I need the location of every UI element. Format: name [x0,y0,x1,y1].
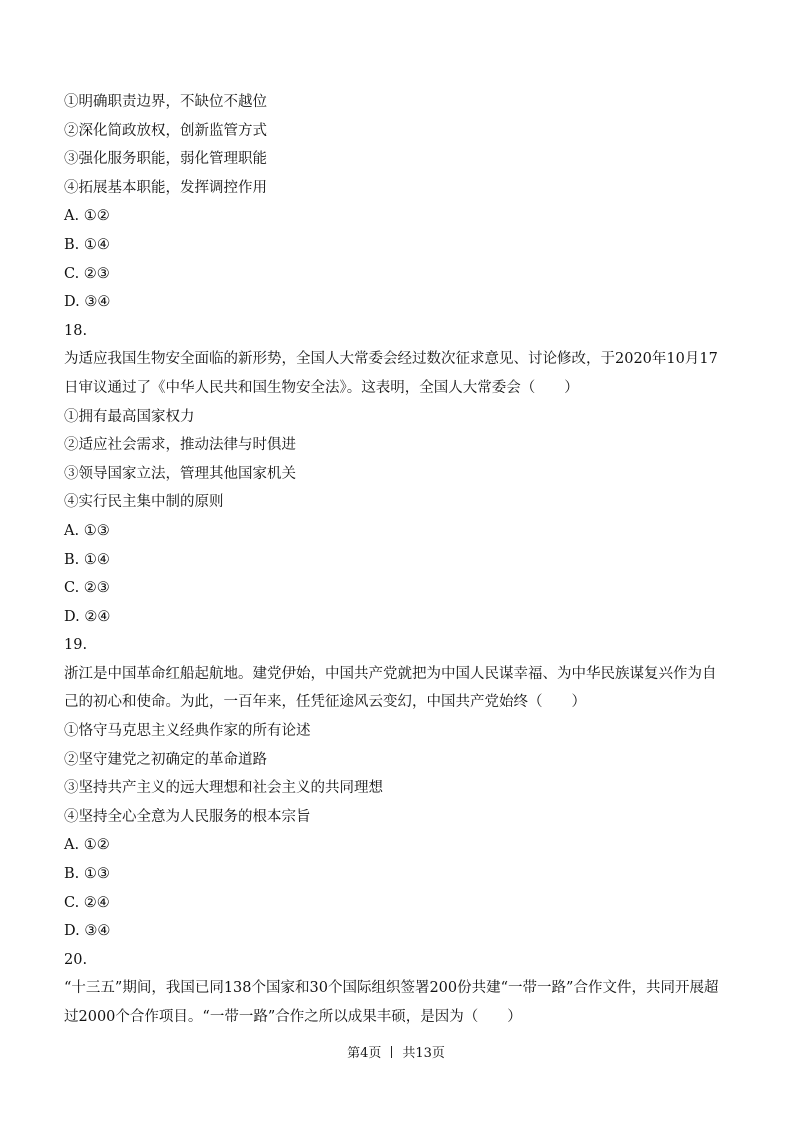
page-total: 共13页 [402,1046,445,1061]
statement: ②适应社会需求，推动法律与时俱进 [64,437,296,454]
question-content [64,88,728,1032]
statement: ②深化简政放权，创新监管方式 [64,122,267,139]
answer-option: B. ①④ [64,551,110,568]
statement: ④拓展基本职能，发挥调控作用 [64,179,267,196]
question-number: 20. [64,951,88,968]
page-footer [0,1042,792,1061]
answer-option: A. ①② [64,208,110,225]
footer-divider [391,1046,392,1058]
answer-option: B. ①③ [64,866,110,883]
statement: ②坚守建党之初确定的革命道路 [64,751,267,768]
answer-option: D. ③④ [64,294,111,311]
statement: ①恪守马克思主义经典作家的所有论述 [64,723,311,740]
statement: ④坚持全心全意为人民服务的根本宗旨 [64,808,311,825]
statement: ①明确职责边界，不缺位不越位 [64,94,267,110]
question-number: 19. [64,637,88,654]
statement: ③领导国家立法，管理其他国家机关 [64,465,296,482]
answer-option: C. ②④ [64,894,110,911]
question-stem: “十三五”期间，我国已同138个国家和30个国际组织签署200份共建“一带一路”合作文件，共同开展超过2000个合作项目。“一带一路”合作之所以成果丰硕，是因为（ ） [64,980,719,1025]
statement: ④实行民主集中制的原则 [64,494,224,511]
question-number: 18. [64,322,88,339]
statement: ③坚持共产主义的远大理想和社会主义的共同理想 [64,780,383,797]
answer-option: C. ②③ [64,265,110,282]
page-number: 第4页 [347,1046,382,1061]
question-stem: 浙江是中国革命红船起航地。建党伊始，中国共产党就把为中国人民谋幸福、为中华民族谋复兴作为自己的初心和使命。为此，一百年来，任凭征途风云变幻，中国共产党始终（ ） [64,665,717,711]
answer-option: A. ①② [64,837,110,854]
question-stem: 为适应我国生物安全面临的新形势，全国人大常委会经过数次征求意见、讨论修改，于2020年10月17日审议通过了《中华人民共和国生物安全法》。这表明，全国人大常委会（ ） [64,351,718,396]
answer-option: D. ③④ [64,923,111,940]
statement: ③强化服务职能，弱化管理职能 [64,151,267,168]
answer-option: C. ②③ [64,580,110,597]
statement: ①拥有最高国家权力 [64,408,195,425]
answer-option: A. ①③ [64,522,110,539]
answer-option: D. ②④ [64,608,111,625]
answer-option: B. ①④ [64,236,110,253]
